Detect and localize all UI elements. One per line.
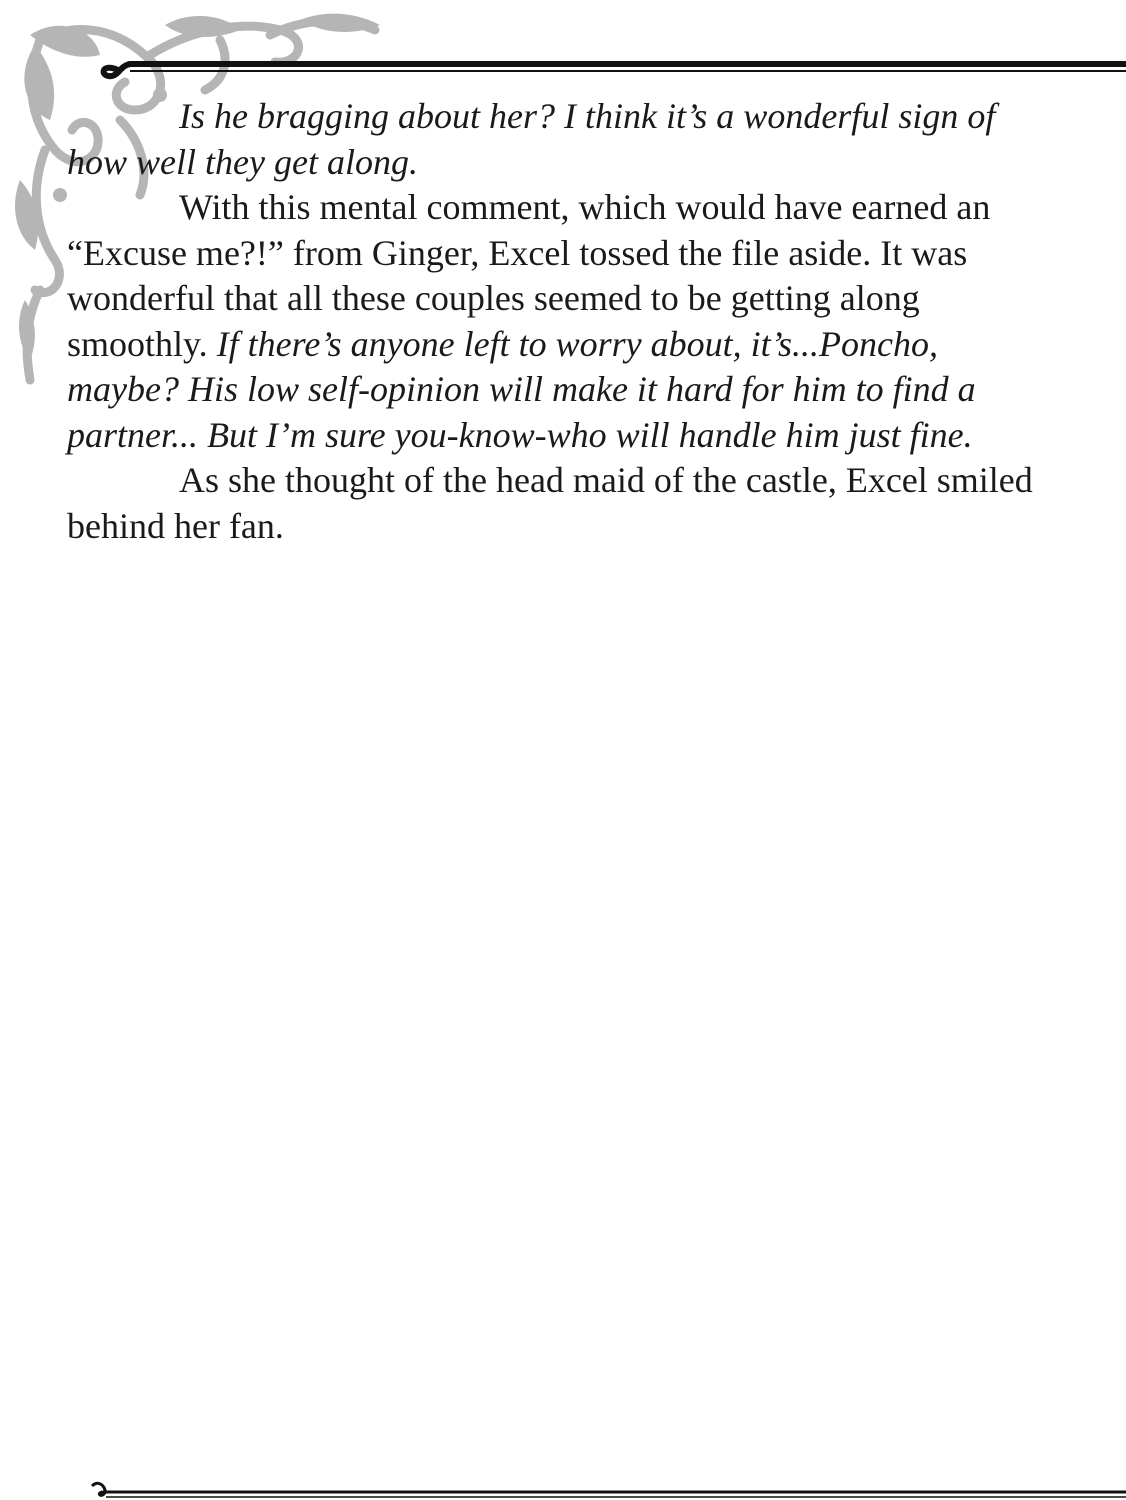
- top-border-rule: [0, 0, 1126, 100]
- paragraph-1: [67, 94, 1042, 185]
- paragraph-2-roman-text: With this mental comment, which would have earned an “Excuse me?!” from Ginger, Excel tossed the file aside. It was wonderful that all these couples seemed to be getting along smoothly.: [67, 187, 991, 364]
- body-text: [67, 94, 1042, 549]
- paragraph-2: [67, 185, 1042, 458]
- paragraph-2-italic-text: If there’s anyone left to worry about, it’s...Poncho, maybe? His low self-opinion will make it hard for him to find a partner... But I’m sure you-know-who will handle him just fine.: [67, 323, 976, 455]
- bottom-border-rule: [0, 1470, 1126, 1500]
- paragraph-3: [67, 458, 1042, 549]
- paragraph-1-italic-text: Is he bragging about her? I think it’s a wonderful sign of how well they get along.: [67, 96, 996, 182]
- paragraph-3-roman-text: As she thought of the head maid of the castle, Excel smiled behind her fan.: [67, 460, 1033, 546]
